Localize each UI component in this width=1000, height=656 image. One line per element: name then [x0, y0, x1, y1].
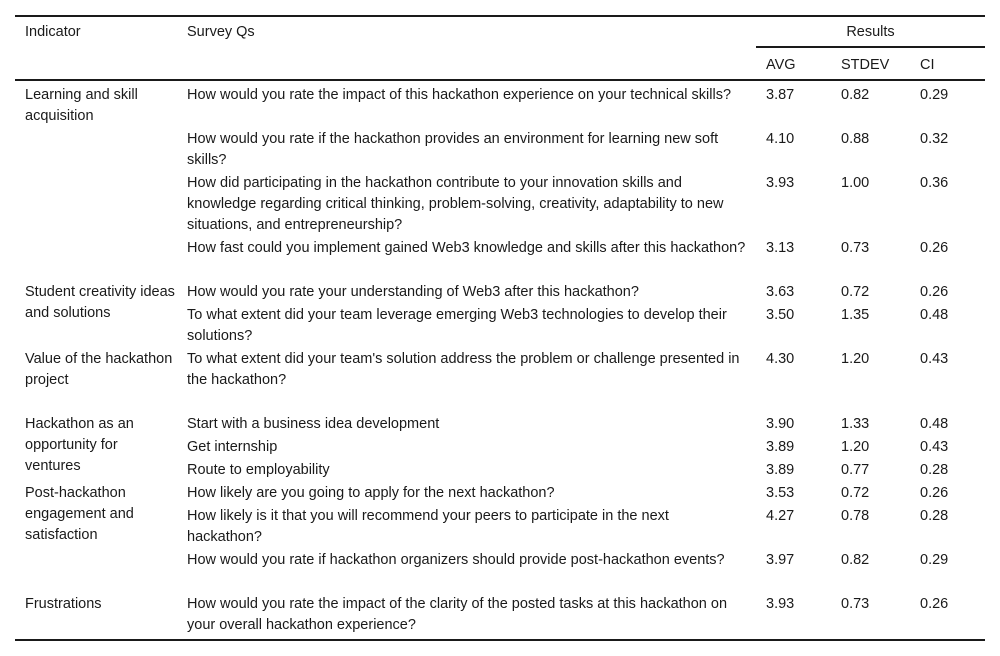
- ci-cell: 0.32: [920, 131, 949, 147]
- question-cell: How likely are you going to apply for the next hackathon?: [187, 485, 555, 501]
- avg-cell: 3.89: [766, 462, 795, 478]
- stdev-cell: 0.73: [841, 596, 870, 612]
- stdev-cell: 0.78: [841, 508, 870, 524]
- ci-cell: 0.43: [920, 351, 949, 367]
- question-cell: How did participating in the hackathon contribute to your innovation skills and knowledge regarding critical thinking, problem-solving, creativity, adaptability to new situations, and entrepreneurship?: [187, 175, 724, 233]
- stdev-cell: 0.88: [841, 131, 870, 147]
- avg-cell: 3.97: [766, 552, 795, 568]
- stdev-cell: 0.77: [841, 462, 870, 478]
- ci-cell: 0.26: [920, 240, 949, 256]
- ci-cell: 0.26: [920, 596, 949, 612]
- question-cell: Route to employability: [187, 462, 330, 478]
- header-indicator: Indicator: [25, 24, 81, 40]
- stdev-cell: 0.72: [841, 284, 870, 300]
- ci-cell: 0.28: [920, 462, 949, 478]
- indicator-cell: Hackathon as an opportunity for ventures: [25, 416, 134, 474]
- question-cell: How would you rate the impact of the clarity of the posted tasks at this hackathon on your overall hackathon experience?: [187, 596, 728, 633]
- ci-cell: 0.43: [920, 439, 949, 455]
- avg-cell: 4.10: [766, 131, 795, 147]
- table-bottom-rule: [15, 639, 985, 641]
- indicator-cell: Student creativity ideas and solutions: [25, 284, 175, 321]
- ci-cell: 0.48: [920, 307, 949, 323]
- ci-cell: 0.29: [920, 552, 949, 568]
- question-cell: How would you rate the impact of this hackathon experience on your technical skills?: [187, 87, 732, 103]
- avg-cell: 3.93: [766, 596, 795, 612]
- indicator-cell: Post-hackathon engagement and satisfaction: [25, 485, 134, 543]
- ci-cell: 0.48: [920, 416, 949, 432]
- avg-cell: 4.30: [766, 351, 795, 367]
- avg-cell: 3.90: [766, 416, 795, 432]
- header-results: Results: [846, 24, 895, 40]
- question-cell: Get internship: [187, 439, 278, 455]
- avg-cell: 3.93: [766, 175, 795, 191]
- indicator-cell: Learning and skill acquisition: [25, 87, 138, 124]
- avg-cell: 3.53: [766, 485, 795, 501]
- question-cell: How likely is it that you will recommend your peers to participate in the next hackathon?: [187, 508, 669, 545]
- ci-cell: 0.28: [920, 508, 949, 524]
- question-cell: To what extent did your team leverage emerging Web3 technologies to develop their solutions?: [187, 307, 727, 344]
- question-cell: How would you rate if hackathon organizers should provide post-hackathon events?: [187, 552, 725, 568]
- question-cell: To what extent did your team's solution address the problem or challenge presented in the hackathon?: [187, 351, 740, 388]
- indicator-cell: Value of the hackathon project: [25, 351, 173, 388]
- avg-cell: 3.89: [766, 439, 795, 455]
- avg-cell: 3.63: [766, 284, 795, 300]
- ci-cell: 0.29: [920, 87, 949, 103]
- avg-cell: 3.50: [766, 307, 795, 323]
- table-top-rule: [15, 15, 985, 17]
- header-rule: [15, 79, 985, 81]
- stdev-cell: 1.33: [841, 416, 870, 432]
- stdev-cell: 1.20: [841, 351, 870, 367]
- question-cell: How fast could you implement gained Web3 knowledge and skills after this hackathon?: [187, 240, 746, 256]
- avg-cell: 3.87: [766, 87, 795, 103]
- ci-cell: 0.26: [920, 485, 949, 501]
- stdev-cell: 1.35: [841, 307, 870, 323]
- question-cell: How would you rate if the hackathon provides an environment for learning new soft skills?: [187, 131, 719, 168]
- stdev-cell: 1.00: [841, 175, 870, 191]
- stdev-cell: 0.72: [841, 485, 870, 501]
- indicator-cell: Frustrations: [25, 596, 102, 612]
- stdev-cell: 0.82: [841, 552, 870, 568]
- stdev-cell: 1.20: [841, 439, 870, 455]
- results-rule: [756, 46, 985, 48]
- header-survey-qs: Survey Qs: [187, 24, 255, 40]
- ci-cell: 0.36: [920, 175, 949, 191]
- question-cell: How would you rate your understanding of Web3 after this hackathon?: [187, 284, 639, 300]
- avg-cell: 3.13: [766, 240, 795, 256]
- stdev-cell: 0.82: [841, 87, 870, 103]
- stdev-cell: 0.73: [841, 240, 870, 256]
- header-ci: CI: [920, 57, 935, 73]
- avg-cell: 4.27: [766, 508, 795, 524]
- header-stdev: STDEV: [841, 57, 890, 73]
- question-cell: Start with a business idea development: [187, 416, 440, 432]
- header-avg: AVG: [766, 57, 796, 73]
- ci-cell: 0.26: [920, 284, 949, 300]
